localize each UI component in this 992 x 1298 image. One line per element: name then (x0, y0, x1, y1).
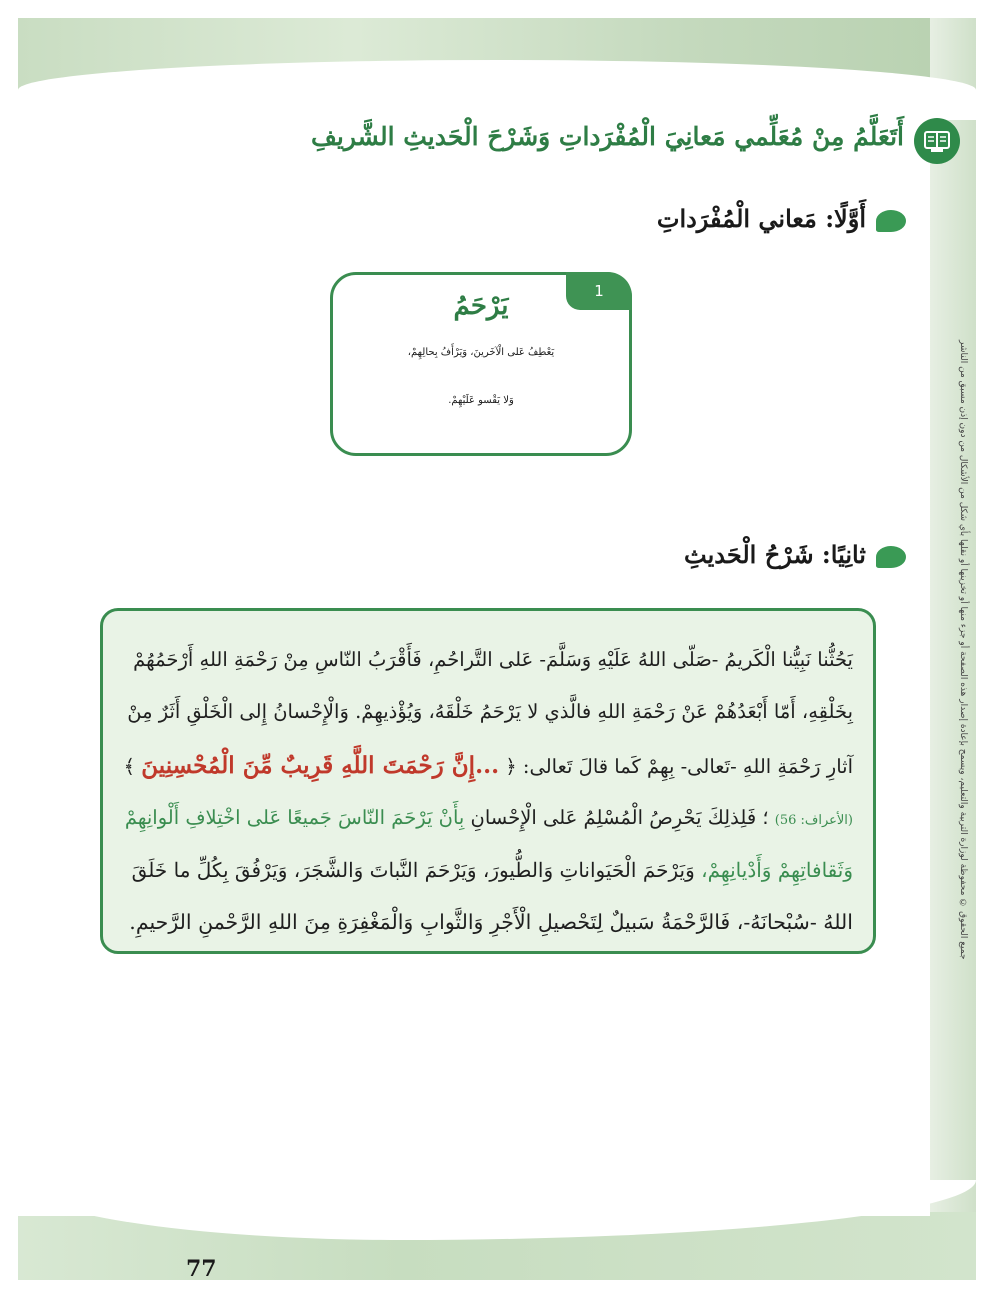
explanation-line: اللهُ -سُبْحانَهُ-، فَالرَّحْمَةُ سَبيلٌ لِتَحْصيلِ الْأَجْرِ وَالثَّوابِ وَالْمَغْفِرَةِ مِنَ اللهِ الرَّحْمنِ الرَّحيمِ. (129, 910, 853, 934)
leaf-bullet-icon (876, 546, 906, 568)
explanation-line: يَحُثُّنا نَبِيُّنا الْكَريمُ -صَلّى اللهُ عَلَيْهِ وَسَلَّمَ- عَلى التَّراحُمِ، فَأَقْرَبُ النّاسِ مِنْ رَحْمَةِ اللهِ أَرْحَمُهُمْ (133, 648, 853, 671)
highlighted-text: بِأَنْ يَرْحَمَ النّاسَ جَميعًا عَلى اخْتِلافِ أَلْوانِهِمْ (124, 806, 465, 829)
explanation-line: بِخَلْقِهِ، أَمّا أَبْعَدُهُمْ عَنْ رَحْمَةِ اللهِ فالَّذي لا يَرْحَمُ خَلْقَهُ، وَيُؤْذيهِمْ. وَالْإِحْسانُ إِلى الْخَلْقِ أَثَرٌ مِنْ (127, 700, 853, 723)
hadith-explanation-box (100, 608, 876, 954)
explanation-text: ﴾ (123, 755, 136, 778)
verse-reference: (الأعراف: 56) (774, 813, 853, 828)
section2-title-text: ثانِيًا: شَرْحُ الْحَديثِ (684, 540, 866, 569)
page-number: 77 (186, 1256, 217, 1282)
copyright-notice: جميع الحقوق © محفوظة لوزارة التربية والتعليم، ويسمح بإعادة إصدار هذه الصفحة أو جزء منها أو تخزينها أو نقلها بأي شكل من الأشكال من دون إذن مسبق من الناشر (958, 340, 968, 960)
vocab-number: 1 (566, 272, 632, 310)
leaf-bullet-icon (876, 210, 906, 232)
explanation-line (123, 803, 853, 836)
explanation-line (123, 855, 853, 885)
top-curve (18, 60, 976, 120)
vocab-word: يَرْحَمُ (453, 291, 509, 321)
explanation-text: وَيَرْحَمَ الْحَيَواناتِ وَالطُّيورَ، وَيَرْحَمَ النَّباتَ وَالشَّجَرَ، وَيَرْفُقَ بِكُلِّ ما خَلَقَ (131, 858, 695, 882)
section1-title-text: أَوَّلًا: مَعاني الْمُفْرَداتِ (656, 204, 866, 233)
section1-title (657, 204, 866, 233)
vocab-card (330, 272, 632, 456)
highlighted-text: وَثَقافاتِهِمْ وَأَدْيانِهِمْ، (701, 858, 853, 882)
vocab-meaning-line2: وَلا يَقْسو عَلَيْهِمْ. (448, 395, 514, 406)
lesson-heading (311, 122, 904, 151)
explanation-text: ؛ فَلِذلِكَ يَحْرِصُ الْمُسْلِمُ عَلى الْإِحْسانِ (470, 806, 769, 829)
explanation-text: آثارِ رَحْمَةِ اللهِ -تَعالى- بِهِمْ كَما قالَ تَعالى: ﴿ (505, 755, 853, 778)
quran-verse: ...إِنَّ رَحْمَتَ اللَّهِ قَرِيبٌ مِّنَ الْمُحْسِنِينَ (141, 752, 500, 779)
section2-title (684, 540, 866, 569)
explanation-line (123, 751, 853, 782)
vocab-meaning-line1: يَعْطِفُ عَلى الْآخَرينَ، وَيَرْأَفُ بِحالِهِمْ، (407, 347, 555, 358)
book-icon (914, 118, 960, 164)
heading-text: أَتَعَلَّمُ مِنْ مُعَلِّمي مَعانِيَ الْمُفْرَداتِ وَشَرْحَ الْحَديثِ الشَّريفِ (311, 122, 904, 151)
